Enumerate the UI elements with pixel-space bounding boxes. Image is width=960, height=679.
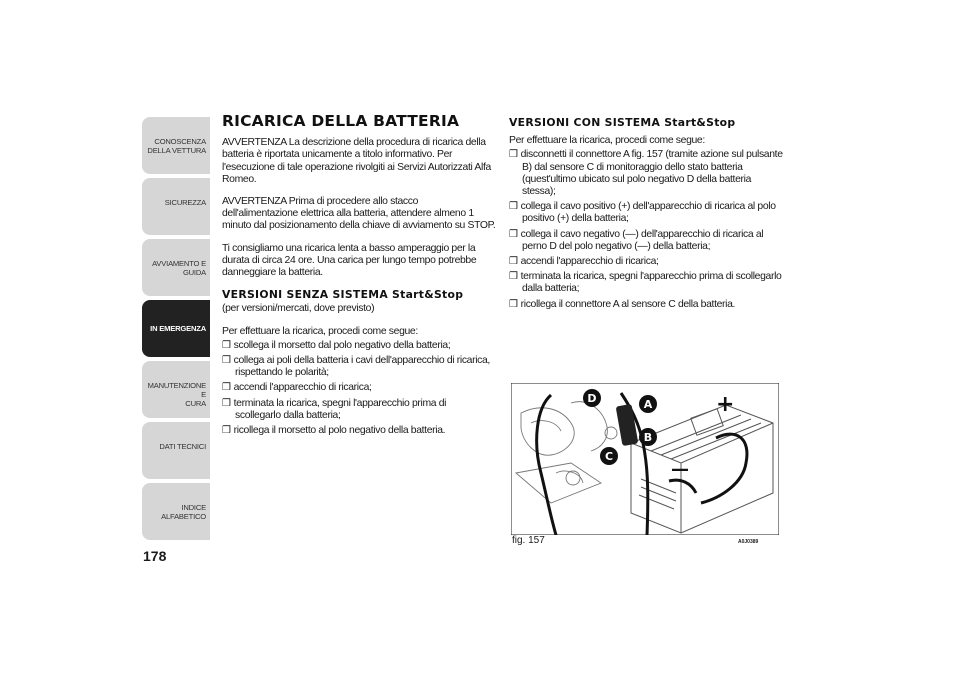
section-subheading: (per versioni/mercati, dove previsto) (222, 303, 375, 315)
checkbox-bullet-icon: ❒ (222, 425, 231, 437)
procedure-steps (509, 149, 785, 310)
step-text: disconnetti il connettore A fig. 157 (tramite azione sul pulsante B) dal sensore C di monitoraggio dello stato batteria (quest'ultimo ubicato sul polo negativo D della batteria stessa); (520, 149, 783, 198)
step-text: scollega il morsetto dal polo negativo della batteria; (233, 339, 451, 351)
procedure-intro: Per effettuare la ricarica, procedi come segue: (509, 135, 705, 147)
checkbox-bullet-icon: ❒ (222, 382, 231, 394)
list-item (222, 382, 496, 394)
left-column (222, 112, 496, 440)
list-item (509, 256, 785, 268)
step-text: terminata la ricarica, spegni l'apparecchio prima di scollegarlo dalla batteria; (520, 271, 782, 295)
checkbox-bullet-icon: ❒ (509, 228, 518, 240)
warning-paragraph-1: AVVERTENZA La descrizione della procedura di ricarica della batteria è riportata unicamente a titolo informativo. Per l'esecuzione di tale operazione rivolgiti ai Servizi Autorizzati Alfa Romeo. (222, 137, 491, 185)
checkbox-bullet-icon: ❒ (509, 201, 518, 213)
section-heading-with-start-stop: VERSIONI CON SISTEMA Start&Stop (509, 116, 736, 129)
tab-manutenzione[interactable]: MANUTENZIONE E CURA (142, 361, 210, 418)
list-item (222, 340, 496, 352)
advice-paragraph: Ti consigliamo una ricarica lenta a basso amperaggio per la durata di circa 24 ore. Una carica per lungo tempo potrebbe danneggiare la batteria. (222, 242, 477, 279)
step-text: accendi l'apparecchio di ricarica; (520, 256, 659, 268)
list-item (222, 425, 496, 437)
warning-paragraph-2: AVVERTENZA Prima di procedere allo stacco dell'alimentazione elettrica alla batteria, attendere almeno 1 minuto dal posizionamento della chiave di avviamento su STOP. (222, 196, 496, 232)
list-item (509, 229, 785, 253)
callout-a-label: A (643, 398, 653, 411)
checkbox-bullet-icon: ❒ (509, 256, 518, 268)
checkbox-bullet-icon: ❒ (509, 271, 518, 283)
right-column (509, 112, 785, 314)
checkbox-bullet-icon: ❒ (222, 355, 231, 367)
checkbox-bullet-icon: ❒ (222, 339, 231, 351)
step-text: ricollega il morsetto al polo negativo della batteria. (233, 425, 446, 437)
tab-indice-alfabetico[interactable]: INDICE ALFABETICO (142, 483, 210, 540)
figure-caption: fig. 157 (512, 535, 545, 546)
checkbox-bullet-icon: ❒ (222, 397, 231, 409)
minus-sign: — (671, 459, 689, 480)
list-item (222, 398, 496, 422)
checkbox-bullet-icon: ❒ (509, 298, 518, 310)
list-item (509, 201, 785, 225)
figure-code: A0J0389 (738, 539, 759, 545)
tab-avviamento[interactable]: AVVIAMENTO E GUIDA (142, 239, 210, 296)
tab-conoscenza[interactable]: CONOSCENZA DELLA VETTURA (142, 117, 210, 174)
checkbox-bullet-icon: ❒ (509, 149, 518, 161)
plus-sign: + (716, 392, 735, 417)
tab-in-emergenza[interactable]: IN EMERGENZA (142, 300, 210, 357)
step-text: collega il cavo negativo (—) dell'apparecchio di ricarica al perno D del polo negativo (—) della batteria; (520, 228, 764, 252)
step-text: ricollega il connettore A al sensore C della batteria. (520, 298, 736, 310)
list-item (509, 149, 785, 198)
section-heading-without-start-stop: VERSIONI SENZA SISTEMA Start&Stop (222, 288, 464, 302)
callout-b (639, 428, 657, 446)
callout-c-label: C (604, 450, 614, 463)
callout-a (639, 395, 657, 413)
page-number: 178 (143, 548, 167, 564)
callout-c (600, 447, 618, 465)
list-item (509, 271, 785, 295)
callout-b-label: B (643, 431, 653, 444)
page-title: RICARICA DELLA BATTERIA (222, 112, 460, 130)
step-text: terminata la ricarica, spegni l'apparecchio prima di scollegarlo dalla batteria; (233, 397, 447, 421)
procedure-steps (222, 340, 496, 437)
list-item (222, 355, 496, 379)
step-text: collega il cavo positivo (+) dell'apparecchio di ricarica al polo positivo (+) della batteria; (520, 201, 776, 225)
tab-sicurezza[interactable]: SICUREZZA (142, 178, 210, 235)
procedure-intro: Per effettuare la ricarica, procedi come segue: (222, 325, 418, 337)
step-text: collega ai poli della batteria i cavi dell'apparecchio di ricarica, rispettando le polarità; (233, 355, 490, 379)
chapter-sidebar (142, 117, 210, 544)
battery-figure (511, 383, 779, 535)
step-text: accendi l'apparecchio di ricarica; (233, 382, 372, 394)
tab-dati-tecnici[interactable]: DATI TECNICI (142, 422, 210, 479)
list-item (509, 299, 785, 311)
callout-d-label: D (587, 392, 597, 405)
callout-d (583, 389, 601, 407)
